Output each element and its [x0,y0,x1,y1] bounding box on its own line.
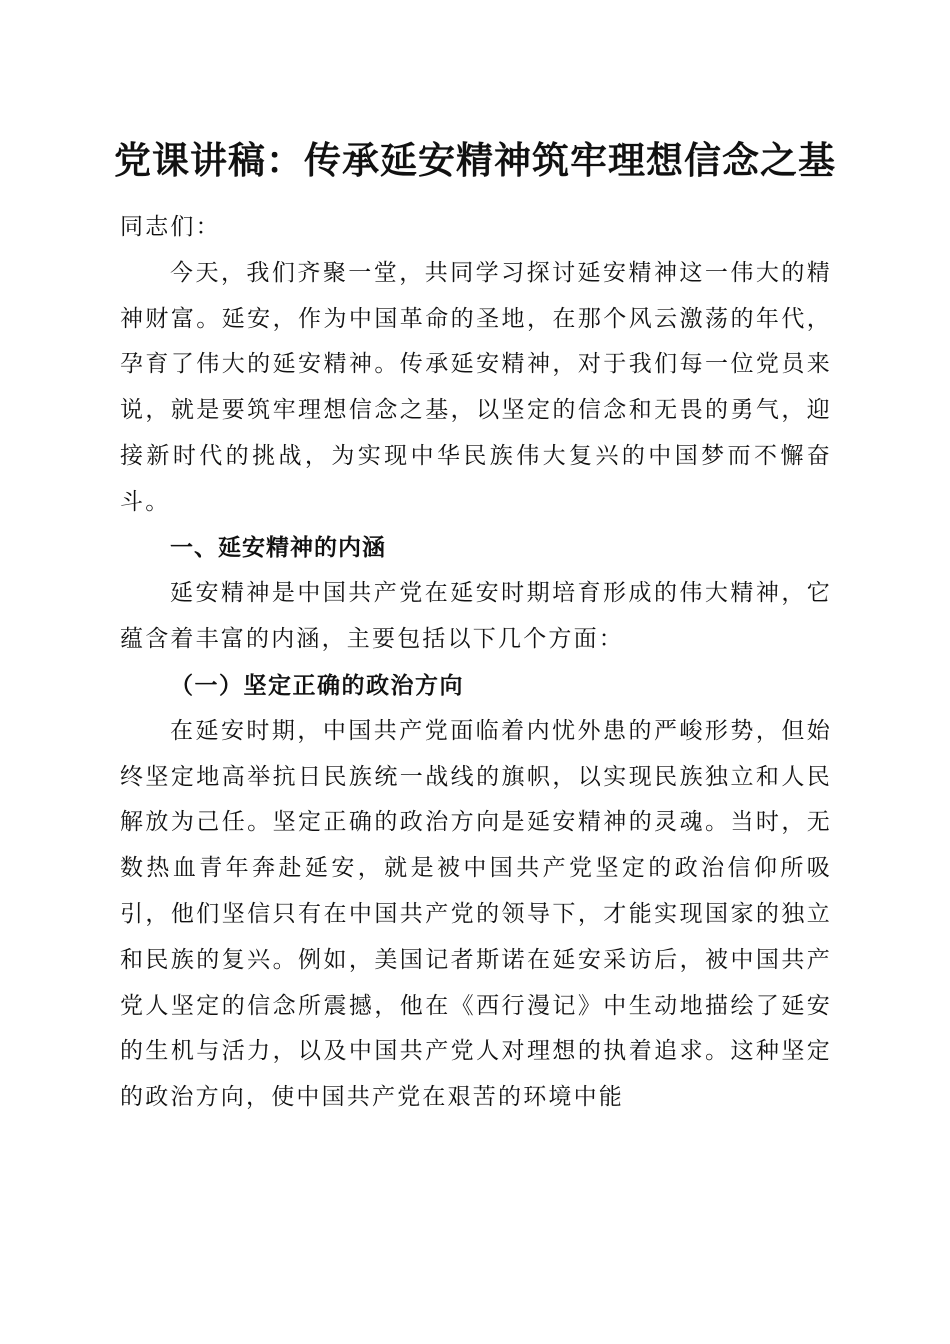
section-intro-paragraph: 延安精神是中国共产党在延安时期培育形成的伟大精神，它蕴含着丰富的内涵，主要包括以下几个方面： [120,580,832,653]
subsection-body-paragraph: 在延安时期，中国共产党面临着内忧外患的严峻形势，但始终坚定地高举抗日民族统一战线的旗帜，以实现民族独立和人民解放为己任。坚定正确的政治方向是延安精神的灵魂。当时，无数热血青年奔赴延安，就是被中国共产党坚定的政治信仰所吸引，他们坚信只有在中国共产党的领导下，才能实现国家的独立和民族的复兴。例如，美国记者斯诺在延安采访后，被中国共产党人坚定的信念所震撼，他在《西行漫记》中生动地描绘了延安的生机与活力，以及中国共产党人对理想的执着追求。这种坚定的政治方向，使中国共产党在艰苦的环境中能 [120,717,832,1111]
salutation: 同志们： [120,214,221,240]
document-title: 党课讲稿：传承延安精神筑牢理想信念之基 [114,138,836,182]
subsection-heading: （一）坚定正确的政治方向 [170,671,464,699]
section-heading: 一、延安精神的内涵 [170,534,386,561]
intro-paragraph: 今天，我们齐聚一堂，共同学习探讨延安精神这一伟大的精神财富。延安，作为中国革命的圣地，在那个风云激荡的年代，孕育了伟大的延安精神。传承延安精神，对于我们每一位党员来说，就是要筑牢理想信念之基，以坚定的信念和无畏的勇气，迎接新时代的挑战，为实现中华民族伟大复兴的中国梦而不懈奋斗。 [120,259,832,515]
document-body [120,205,832,1121]
